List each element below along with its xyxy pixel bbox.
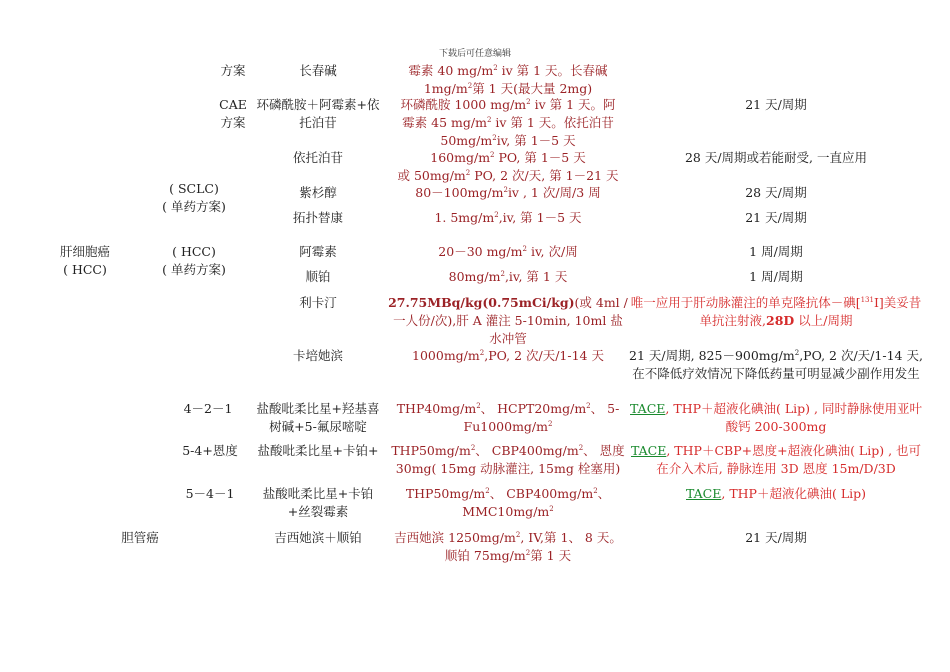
cholangiocarcinoma-name: 胆管癌 bbox=[121, 530, 159, 545]
cycle-gemcitabine-cisplatin: 21 天/周期 bbox=[745, 530, 807, 545]
hcc-label: ( HCC) ( 单药方案) bbox=[162, 244, 226, 277]
drug-cae: 环磷酰胺＋阿霉素+依托泊苷 bbox=[256, 97, 380, 130]
cycle-cae: 21 天/周期 bbox=[745, 97, 807, 112]
dose-topotecan: 1. $5mg/m^2,iv$, 第 1－5 天 bbox=[434, 210, 582, 225]
cycle-topotecan: 21 天/周期 bbox=[745, 210, 807, 225]
drug-cisplatin: 顺铂 bbox=[305, 269, 331, 284]
cycle-capecitabine: 21 天/周期, $825-900mg/m^2,PO$, 2 次/天/1-14 天, 在不降低疗效情况下降低药量可明显减少副作用发生 bbox=[629, 348, 923, 381]
drug-topotecan: 拓扑替康 bbox=[292, 210, 343, 225]
dose-doxorubicin: 20－30 $mg/m^2$ iv, 次/周 bbox=[438, 244, 578, 259]
drug-licartin: 利卡汀 bbox=[299, 295, 337, 310]
drug-54-endostar: 盐酸吡柔比星+卡铂+ bbox=[257, 443, 379, 458]
dose-vinblastine: 霉素 40 $mg/m^2$ iv 第 1 天。长春碱 $1mg/m^2$第 1 天(最大量 2mg) bbox=[408, 63, 608, 96]
dose-541: $THP50mg/m^2$、 $CBP400mg/m^2$、$MMC10mg/m^2$ bbox=[405, 486, 611, 519]
drug-gemcitabine-cisplatin: 吉西她滨＋顺铂 bbox=[274, 530, 362, 545]
dose-421: $THP40mg/m^2$、 $HCPT20mg/m^2$、 $5-Fu1000mg/m^2$ bbox=[396, 401, 620, 434]
cycle-421: TACE, THP＋超液化碘油( Lip) , 同时静脉使用亚叶酸钙 200-300mg bbox=[630, 401, 922, 434]
hcc-name: 肝细胞癌 ( HCC) bbox=[59, 244, 110, 277]
scheme-label-1: 方案 bbox=[220, 63, 246, 78]
drug-541: 盐酸吡柔比星+卡铂+丝裂霉素 bbox=[262, 486, 374, 519]
cycle-licartin: 唯一应用于肝动脉灌注的单克隆抗体－碘[$^{131}$I]美妥昔单抗注射液,28D 以上/周期 bbox=[630, 295, 922, 328]
cycle-doxorubicin: 1 周/周期 bbox=[749, 244, 803, 259]
dose-licartin: 27.75MBq/kg(0.75mCi/kg)(或 4ml /一人份/次),肝 A 灌注 5-10min, 10ml 盐水冲管 bbox=[388, 295, 628, 346]
cycle-54-endostar: TACE, THP＋CBP+恩度+超液化碘油( Lip) , 也可在介入术后, 静脉连用 3D 恩度 15m/D/3D bbox=[630, 443, 922, 476]
sclc-label: ( SCLC) ( 单药方案) bbox=[162, 181, 226, 214]
scheme-label-cae: CAE方案 bbox=[219, 97, 247, 130]
scheme-541: 5－4－1 bbox=[185, 486, 235, 501]
dose-capecitabine: $1000mg/m^2,PO$, 2 次/天/1-14 天 bbox=[412, 348, 604, 363]
cycle-etoposide: 28 天/周期或若能耐受, 一直应用 bbox=[684, 150, 868, 165]
cycle-541: TACE, THP＋超液化碘油( Lip) bbox=[686, 486, 866, 501]
header-note: 下载后可任意编辑 bbox=[438, 49, 511, 59]
scheme-421: 4－2－1 bbox=[183, 401, 233, 416]
cycle-cisplatin: 1 周/周期 bbox=[749, 269, 803, 284]
drug-capecitabine: 卡培她滨 bbox=[292, 348, 343, 363]
drug-421: 盐酸吡柔比星+羟基喜树碱+5-氟尿嘧啶 bbox=[256, 401, 380, 434]
scheme-54-endostar: 5-4+恩度 bbox=[182, 443, 238, 458]
dose-54-endostar: $THP50mg/m^2$、 $CBP400mg/m^2$、 恩度 30mg( 15mg 动脉灌注, 15mg 栓塞用) bbox=[391, 443, 625, 476]
dose-cisplatin: $80mg/m^2,iv$, 第 1 天 bbox=[448, 269, 568, 284]
cycle-paclitaxel: 28 天/周期 bbox=[745, 185, 807, 200]
drug-paclitaxel: 紫杉醇 bbox=[299, 185, 337, 200]
drug-etoposide: 依托泊苷 bbox=[292, 150, 343, 165]
dose-cae: 环磷酰胺 1000 $mg/m^2$ iv 第 1 天。阿 霉素 45 $mg/m^2$ iv 第 1 天。依托泊苷 $50mg/m^2iv$, 第 1－5 天 bbox=[400, 97, 616, 148]
dose-gemcitabine-cisplatin: 吉西她滨 $1250mg/m^2$, IV,第 1、 8 天。顺铂 $75mg/m^2$第 1 天 bbox=[394, 530, 622, 563]
dose-paclitaxel: $80-100mg/m^2iv$ , 1 次/周/3 周 bbox=[415, 185, 601, 200]
dose-etoposide: $160mg/m^2$ PO, 第 1－5 天 或 $50mg/m^2$ PO, 2 次/天, 第 1－21 天 bbox=[397, 150, 619, 183]
drug-vinblastine: 长春碱 bbox=[299, 63, 337, 78]
drug-doxorubicin: 阿霉素 bbox=[299, 244, 337, 259]
